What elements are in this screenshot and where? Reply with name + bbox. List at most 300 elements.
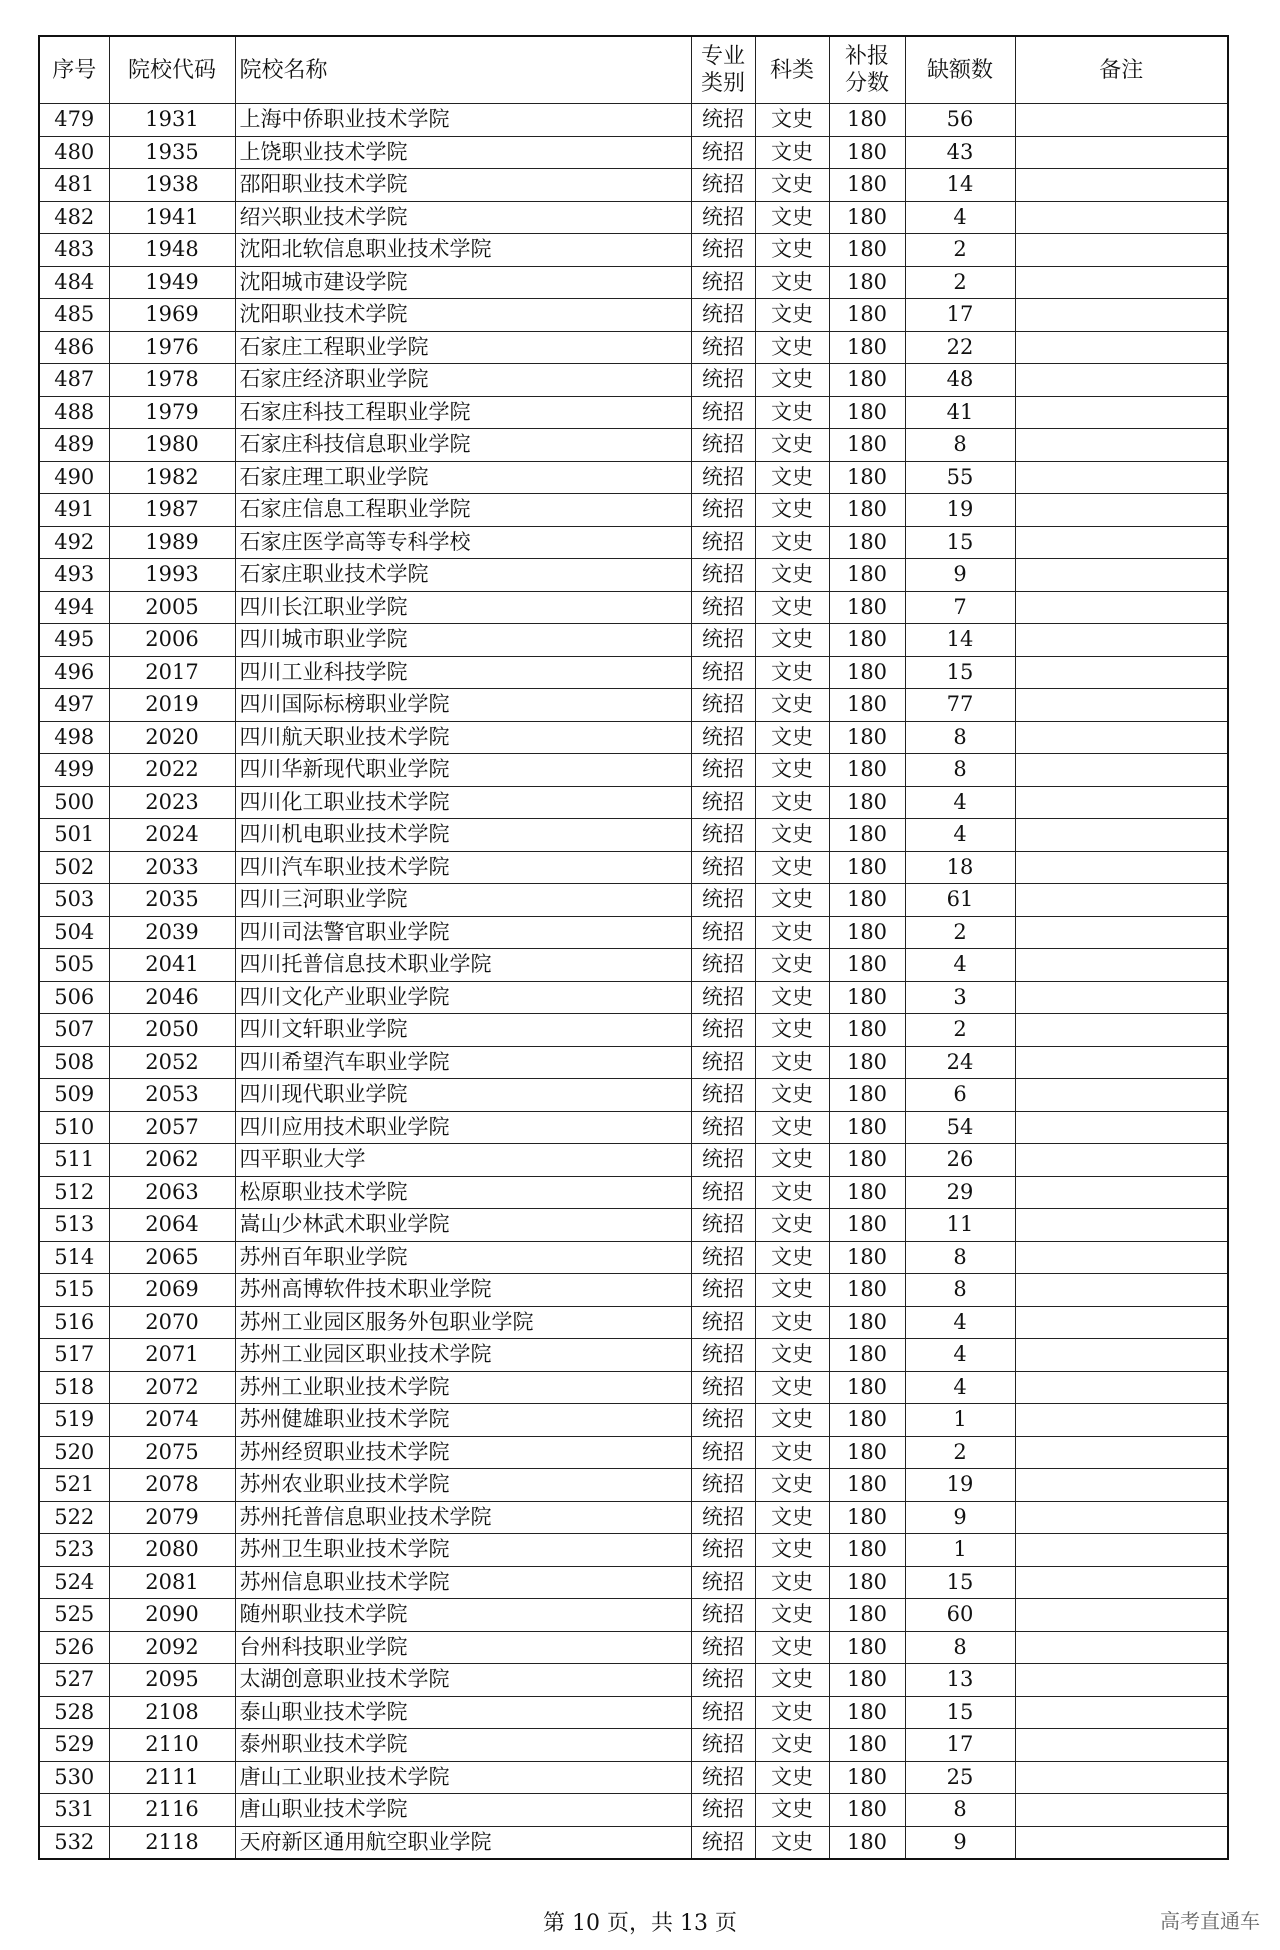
cell-name: 石家庄信息工程职业学院 bbox=[235, 494, 691, 527]
cell-seq: 528 bbox=[39, 1696, 109, 1729]
cell-score: 180 bbox=[829, 1111, 905, 1144]
cell-name: 四平职业大学 bbox=[235, 1144, 691, 1177]
cell-vacancy: 7 bbox=[905, 591, 1015, 624]
cell-code: 2022 bbox=[109, 754, 235, 787]
table-row bbox=[39, 851, 1228, 884]
cell-name: 沈阳城市建设学院 bbox=[235, 266, 691, 299]
cell-subject: 文史 bbox=[755, 591, 829, 624]
table-row bbox=[39, 266, 1228, 299]
table-row bbox=[39, 331, 1228, 364]
cell-major-type: 统招 bbox=[691, 1274, 755, 1307]
cell-vacancy: 8 bbox=[905, 1794, 1015, 1827]
cell-subject: 文史 bbox=[755, 1241, 829, 1274]
cell-seq: 507 bbox=[39, 1014, 109, 1047]
cell-vacancy: 3 bbox=[905, 981, 1015, 1014]
cell-seq: 499 bbox=[39, 754, 109, 787]
cell-vacancy: 19 bbox=[905, 1469, 1015, 1502]
cell-subject: 文史 bbox=[755, 429, 829, 462]
cell-remark bbox=[1015, 559, 1228, 592]
cell-seq: 494 bbox=[39, 591, 109, 624]
table-row bbox=[39, 136, 1228, 169]
cell-remark bbox=[1015, 1339, 1228, 1372]
cell-major-type: 统招 bbox=[691, 1241, 755, 1274]
cell-remark bbox=[1015, 1046, 1228, 1079]
cell-subject: 文史 bbox=[755, 1534, 829, 1567]
cell-remark bbox=[1015, 1436, 1228, 1469]
cell-subject: 文史 bbox=[755, 1176, 829, 1209]
cell-code: 1993 bbox=[109, 559, 235, 592]
cell-major-type: 统招 bbox=[691, 1079, 755, 1112]
page-number: 第 10 页，共 13 页 bbox=[543, 1911, 737, 1936]
header-row bbox=[39, 36, 1228, 104]
cell-code: 2033 bbox=[109, 851, 235, 884]
cell-code: 2017 bbox=[109, 656, 235, 689]
cell-subject: 文史 bbox=[755, 396, 829, 429]
cell-vacancy: 9 bbox=[905, 559, 1015, 592]
cell-seq: 489 bbox=[39, 429, 109, 462]
cell-major-type: 统招 bbox=[691, 949, 755, 982]
cell-remark bbox=[1015, 234, 1228, 267]
cell-major-type: 统招 bbox=[691, 819, 755, 852]
cell-seq: 515 bbox=[39, 1274, 109, 1307]
cell-name: 泰山职业技术学院 bbox=[235, 1696, 691, 1729]
cell-subject: 文史 bbox=[755, 1371, 829, 1404]
cell-name: 四川汽车职业技术学院 bbox=[235, 851, 691, 884]
cell-major-type: 统招 bbox=[691, 461, 755, 494]
cell-code: 2039 bbox=[109, 916, 235, 949]
cell-subject: 文史 bbox=[755, 949, 829, 982]
cell-name: 上饶职业技术学院 bbox=[235, 136, 691, 169]
cell-code: 2050 bbox=[109, 1014, 235, 1047]
cell-seq: 511 bbox=[39, 1144, 109, 1177]
cell-subject: 文史 bbox=[755, 786, 829, 819]
cell-subject: 文史 bbox=[755, 1306, 829, 1339]
cell-subject: 文史 bbox=[755, 1014, 829, 1047]
cell-name: 苏州工业园区职业技术学院 bbox=[235, 1339, 691, 1372]
cell-code: 2065 bbox=[109, 1241, 235, 1274]
cell-seq: 495 bbox=[39, 624, 109, 657]
cell-vacancy: 19 bbox=[905, 494, 1015, 527]
cell-subject: 文史 bbox=[755, 1111, 829, 1144]
cell-remark bbox=[1015, 1794, 1228, 1827]
cell-seq: 525 bbox=[39, 1599, 109, 1632]
cell-name: 四川文轩职业学院 bbox=[235, 1014, 691, 1047]
cell-vacancy: 2 bbox=[905, 916, 1015, 949]
cell-major-type: 统招 bbox=[691, 331, 755, 364]
cell-subject: 文史 bbox=[755, 526, 829, 559]
cell-subject: 文史 bbox=[755, 1436, 829, 1469]
cell-code: 1969 bbox=[109, 299, 235, 332]
cell-name: 嵩山少林武术职业学院 bbox=[235, 1209, 691, 1242]
cell-score: 180 bbox=[829, 1274, 905, 1307]
table-row bbox=[39, 169, 1228, 202]
cell-score: 180 bbox=[829, 1664, 905, 1697]
cell-major-type: 统招 bbox=[691, 1111, 755, 1144]
cell-remark bbox=[1015, 1696, 1228, 1729]
cell-remark bbox=[1015, 591, 1228, 624]
cell-seq: 480 bbox=[39, 136, 109, 169]
cell-remark bbox=[1015, 819, 1228, 852]
cell-seq: 488 bbox=[39, 396, 109, 429]
cell-seq: 496 bbox=[39, 656, 109, 689]
table-row bbox=[39, 559, 1228, 592]
cell-subject: 文史 bbox=[755, 1826, 829, 1859]
cell-seq: 519 bbox=[39, 1404, 109, 1437]
table-row bbox=[39, 299, 1228, 332]
cell-vacancy: 8 bbox=[905, 721, 1015, 754]
cell-score: 180 bbox=[829, 819, 905, 852]
table-row bbox=[39, 591, 1228, 624]
table-row bbox=[39, 721, 1228, 754]
cell-score: 180 bbox=[829, 136, 905, 169]
cell-major-type: 统招 bbox=[691, 1339, 755, 1372]
cell-code: 2080 bbox=[109, 1534, 235, 1567]
cell-name: 苏州经贸职业技术学院 bbox=[235, 1436, 691, 1469]
cell-major-type: 统招 bbox=[691, 624, 755, 657]
cell-code: 2118 bbox=[109, 1826, 235, 1859]
table-row bbox=[39, 656, 1228, 689]
cell-vacancy: 2 bbox=[905, 266, 1015, 299]
cell-score: 180 bbox=[829, 299, 905, 332]
cell-name: 四川文化产业职业学院 bbox=[235, 981, 691, 1014]
cell-code: 2116 bbox=[109, 1794, 235, 1827]
cell-major-type: 统招 bbox=[691, 591, 755, 624]
cell-code: 2069 bbox=[109, 1274, 235, 1307]
cell-name: 四川应用技术职业学院 bbox=[235, 1111, 691, 1144]
cell-vacancy: 2 bbox=[905, 1014, 1015, 1047]
cell-seq: 520 bbox=[39, 1436, 109, 1469]
table-row bbox=[39, 1631, 1228, 1664]
header-score bbox=[829, 36, 905, 104]
header-name: 院校名称 bbox=[235, 36, 691, 104]
table-row bbox=[39, 754, 1228, 787]
cell-name: 太湖创意职业技术学院 bbox=[235, 1664, 691, 1697]
cell-major-type: 统招 bbox=[691, 364, 755, 397]
cell-vacancy: 24 bbox=[905, 1046, 1015, 1079]
cell-seq: 518 bbox=[39, 1371, 109, 1404]
cell-code: 1979 bbox=[109, 396, 235, 429]
cell-seq: 492 bbox=[39, 526, 109, 559]
cell-score: 180 bbox=[829, 1794, 905, 1827]
table-row bbox=[39, 1241, 1228, 1274]
cell-seq: 486 bbox=[39, 331, 109, 364]
cell-seq: 483 bbox=[39, 234, 109, 267]
table-row bbox=[39, 1046, 1228, 1079]
cell-seq: 487 bbox=[39, 364, 109, 397]
cell-remark bbox=[1015, 786, 1228, 819]
cell-seq: 485 bbox=[39, 299, 109, 332]
cell-remark bbox=[1015, 299, 1228, 332]
cell-subject: 文史 bbox=[755, 1664, 829, 1697]
cell-name: 上海中侨职业技术学院 bbox=[235, 104, 691, 137]
cell-score: 180 bbox=[829, 1339, 905, 1372]
cell-major-type: 统招 bbox=[691, 916, 755, 949]
cell-code: 2111 bbox=[109, 1761, 235, 1794]
cell-major-type: 统招 bbox=[691, 1469, 755, 1502]
table-row bbox=[39, 1794, 1228, 1827]
cell-major-type: 统招 bbox=[691, 169, 755, 202]
cell-vacancy: 4 bbox=[905, 1339, 1015, 1372]
cell-name: 石家庄经济职业学院 bbox=[235, 364, 691, 397]
cell-score: 180 bbox=[829, 1306, 905, 1339]
cell-vacancy: 41 bbox=[905, 396, 1015, 429]
cell-name: 唐山职业技术学院 bbox=[235, 1794, 691, 1827]
table-row bbox=[39, 1111, 1228, 1144]
cell-code: 2110 bbox=[109, 1729, 235, 1762]
cell-subject: 文史 bbox=[755, 916, 829, 949]
cell-subject: 文史 bbox=[755, 1469, 829, 1502]
cell-vacancy: 8 bbox=[905, 1274, 1015, 1307]
cell-code: 2005 bbox=[109, 591, 235, 624]
cell-score: 180 bbox=[829, 1469, 905, 1502]
table-row bbox=[39, 1729, 1228, 1762]
cell-name: 四川国际标榜职业学院 bbox=[235, 689, 691, 722]
cell-seq: 490 bbox=[39, 461, 109, 494]
cell-seq: 505 bbox=[39, 949, 109, 982]
cell-vacancy: 29 bbox=[905, 1176, 1015, 1209]
table-row bbox=[39, 1599, 1228, 1632]
cell-code: 2006 bbox=[109, 624, 235, 657]
header-major-type bbox=[691, 36, 755, 104]
cell-major-type: 统招 bbox=[691, 1209, 755, 1242]
cell-vacancy: 43 bbox=[905, 136, 1015, 169]
cell-remark bbox=[1015, 1209, 1228, 1242]
cell-name: 唐山工业职业技术学院 bbox=[235, 1761, 691, 1794]
table-row bbox=[39, 1826, 1228, 1859]
cell-score: 180 bbox=[829, 1209, 905, 1242]
cell-score: 180 bbox=[829, 331, 905, 364]
cell-score: 180 bbox=[829, 1566, 905, 1599]
cell-seq: 509 bbox=[39, 1079, 109, 1112]
table-row bbox=[39, 1404, 1228, 1437]
cell-name: 松原职业技术学院 bbox=[235, 1176, 691, 1209]
cell-vacancy: 4 bbox=[905, 201, 1015, 234]
cell-subject: 文史 bbox=[755, 494, 829, 527]
cell-score: 180 bbox=[829, 1079, 905, 1112]
cell-name: 苏州卫生职业技术学院 bbox=[235, 1534, 691, 1567]
cell-name: 石家庄工程职业学院 bbox=[235, 331, 691, 364]
cell-name: 四川托普信息技术职业学院 bbox=[235, 949, 691, 982]
cell-subject: 文史 bbox=[755, 1079, 829, 1112]
cell-name: 苏州百年职业学院 bbox=[235, 1241, 691, 1274]
cell-score: 180 bbox=[829, 1404, 905, 1437]
cell-vacancy: 1 bbox=[905, 1534, 1015, 1567]
cell-code: 2053 bbox=[109, 1079, 235, 1112]
cell-name: 苏州农业职业技术学院 bbox=[235, 1469, 691, 1502]
cell-remark bbox=[1015, 1111, 1228, 1144]
watermark: 高考直通车 bbox=[1160, 1909, 1260, 1933]
table-row bbox=[39, 1209, 1228, 1242]
cell-code: 1989 bbox=[109, 526, 235, 559]
table-row bbox=[39, 819, 1228, 852]
cell-code: 1978 bbox=[109, 364, 235, 397]
cell-vacancy: 4 bbox=[905, 949, 1015, 982]
header-remark: 备注 bbox=[1015, 36, 1228, 104]
cell-subject: 文史 bbox=[755, 364, 829, 397]
cell-seq: 484 bbox=[39, 266, 109, 299]
cell-code: 2019 bbox=[109, 689, 235, 722]
cell-subject: 文史 bbox=[755, 169, 829, 202]
cell-vacancy: 14 bbox=[905, 169, 1015, 202]
cell-major-type: 统招 bbox=[691, 851, 755, 884]
cell-name: 苏州高博软件技术职业学院 bbox=[235, 1274, 691, 1307]
cell-code: 2074 bbox=[109, 1404, 235, 1437]
cell-code: 2095 bbox=[109, 1664, 235, 1697]
cell-score: 180 bbox=[829, 1599, 905, 1632]
cell-code: 2064 bbox=[109, 1209, 235, 1242]
table-row bbox=[39, 1534, 1228, 1567]
cell-seq: 521 bbox=[39, 1469, 109, 1502]
cell-name: 四川三河职业学院 bbox=[235, 884, 691, 917]
cell-code: 1938 bbox=[109, 169, 235, 202]
cell-major-type: 统招 bbox=[691, 721, 755, 754]
cell-seq: 517 bbox=[39, 1339, 109, 1372]
cell-subject: 文史 bbox=[755, 299, 829, 332]
cell-subject: 文史 bbox=[755, 559, 829, 592]
cell-score: 180 bbox=[829, 1371, 905, 1404]
cell-seq: 500 bbox=[39, 786, 109, 819]
cell-code: 1949 bbox=[109, 266, 235, 299]
cell-name: 沈阳北软信息职业技术学院 bbox=[235, 234, 691, 267]
table-row bbox=[39, 1664, 1228, 1697]
cell-vacancy: 14 bbox=[905, 624, 1015, 657]
cell-major-type: 统招 bbox=[691, 786, 755, 819]
cell-name: 四川司法警官职业学院 bbox=[235, 916, 691, 949]
cell-vacancy: 60 bbox=[905, 1599, 1015, 1632]
cell-subject: 文史 bbox=[755, 1631, 829, 1664]
cell-seq: 497 bbox=[39, 689, 109, 722]
cell-name: 石家庄职业技术学院 bbox=[235, 559, 691, 592]
cell-code: 2070 bbox=[109, 1306, 235, 1339]
cell-vacancy: 11 bbox=[905, 1209, 1015, 1242]
cell-code: 2023 bbox=[109, 786, 235, 819]
table-row bbox=[39, 1696, 1228, 1729]
cell-seq: 479 bbox=[39, 104, 109, 137]
cell-major-type: 统招 bbox=[691, 884, 755, 917]
cell-remark bbox=[1015, 266, 1228, 299]
cell-subject: 文史 bbox=[755, 1761, 829, 1794]
cell-major-type: 统招 bbox=[691, 754, 755, 787]
cell-vacancy: 4 bbox=[905, 819, 1015, 852]
cell-remark bbox=[1015, 1014, 1228, 1047]
cell-remark bbox=[1015, 689, 1228, 722]
cell-remark bbox=[1015, 1274, 1228, 1307]
table-row bbox=[39, 104, 1228, 137]
cell-remark bbox=[1015, 624, 1228, 657]
cell-name: 台州科技职业学院 bbox=[235, 1631, 691, 1664]
cell-remark bbox=[1015, 884, 1228, 917]
cell-seq: 493 bbox=[39, 559, 109, 592]
cell-vacancy: 8 bbox=[905, 1241, 1015, 1274]
table-row bbox=[39, 884, 1228, 917]
cell-remark bbox=[1015, 1371, 1228, 1404]
header-subject: 科类 bbox=[755, 36, 829, 104]
cell-major-type: 统招 bbox=[691, 1566, 755, 1599]
cell-vacancy: 18 bbox=[905, 851, 1015, 884]
header-major-line1: 专业 bbox=[700, 44, 745, 69]
cell-seq: 514 bbox=[39, 1241, 109, 1274]
cell-vacancy: 2 bbox=[905, 234, 1015, 267]
cell-name: 随州职业技术学院 bbox=[235, 1599, 691, 1632]
cell-vacancy: 55 bbox=[905, 461, 1015, 494]
cell-major-type: 统招 bbox=[691, 104, 755, 137]
cell-name: 石家庄理工职业学院 bbox=[235, 461, 691, 494]
header-major-line2: 类别 bbox=[700, 71, 745, 96]
cell-vacancy: 17 bbox=[905, 1729, 1015, 1762]
cell-vacancy: 15 bbox=[905, 526, 1015, 559]
table-row bbox=[39, 1339, 1228, 1372]
cell-score: 180 bbox=[829, 1534, 905, 1567]
table-row bbox=[39, 949, 1228, 982]
cell-score: 180 bbox=[829, 786, 905, 819]
table-row bbox=[39, 624, 1228, 657]
cell-name: 苏州健雄职业技术学院 bbox=[235, 1404, 691, 1437]
cell-vacancy: 25 bbox=[905, 1761, 1015, 1794]
cell-code: 2078 bbox=[109, 1469, 235, 1502]
cell-name: 沈阳职业技术学院 bbox=[235, 299, 691, 332]
cell-seq: 527 bbox=[39, 1664, 109, 1697]
cell-subject: 文史 bbox=[755, 981, 829, 1014]
cell-score: 180 bbox=[829, 1436, 905, 1469]
cell-seq: 531 bbox=[39, 1794, 109, 1827]
cell-subject: 文史 bbox=[755, 656, 829, 689]
cell-vacancy: 22 bbox=[905, 331, 1015, 364]
cell-major-type: 统招 bbox=[691, 559, 755, 592]
table-row bbox=[39, 1176, 1228, 1209]
cell-major-type: 统招 bbox=[691, 1176, 755, 1209]
table-row bbox=[39, 1144, 1228, 1177]
cell-vacancy: 15 bbox=[905, 656, 1015, 689]
cell-name: 四川化工职业技术学院 bbox=[235, 786, 691, 819]
cell-score: 180 bbox=[829, 559, 905, 592]
cell-major-type: 统招 bbox=[691, 526, 755, 559]
cell-remark bbox=[1015, 429, 1228, 462]
cell-score: 180 bbox=[829, 1729, 905, 1762]
cell-remark bbox=[1015, 754, 1228, 787]
cell-remark bbox=[1015, 1469, 1228, 1502]
cell-major-type: 统招 bbox=[691, 266, 755, 299]
cell-code: 1941 bbox=[109, 201, 235, 234]
cell-vacancy: 56 bbox=[905, 104, 1015, 137]
cell-remark bbox=[1015, 364, 1228, 397]
cell-vacancy: 4 bbox=[905, 1371, 1015, 1404]
cell-major-type: 统招 bbox=[691, 689, 755, 722]
cell-remark bbox=[1015, 1566, 1228, 1599]
cell-score: 180 bbox=[829, 169, 905, 202]
cell-major-type: 统招 bbox=[691, 136, 755, 169]
cell-name: 石家庄科技工程职业学院 bbox=[235, 396, 691, 429]
cell-name: 四川机电职业技术学院 bbox=[235, 819, 691, 852]
cell-remark bbox=[1015, 461, 1228, 494]
cell-major-type: 统招 bbox=[691, 494, 755, 527]
cell-subject: 文史 bbox=[755, 1339, 829, 1372]
cell-score: 180 bbox=[829, 1631, 905, 1664]
cell-name: 苏州托普信息职业技术学院 bbox=[235, 1501, 691, 1534]
cell-code: 2063 bbox=[109, 1176, 235, 1209]
cell-code: 2108 bbox=[109, 1696, 235, 1729]
cell-subject: 文史 bbox=[755, 1696, 829, 1729]
cell-score: 180 bbox=[829, 461, 905, 494]
cell-remark bbox=[1015, 396, 1228, 429]
cell-seq: 532 bbox=[39, 1826, 109, 1859]
cell-remark bbox=[1015, 494, 1228, 527]
cell-remark bbox=[1015, 1599, 1228, 1632]
cell-name: 天府新区通用航空职业学院 bbox=[235, 1826, 691, 1859]
cell-name: 四川城市职业学院 bbox=[235, 624, 691, 657]
cell-score: 180 bbox=[829, 104, 905, 137]
cell-name: 四川长江职业学院 bbox=[235, 591, 691, 624]
table-row bbox=[39, 689, 1228, 722]
